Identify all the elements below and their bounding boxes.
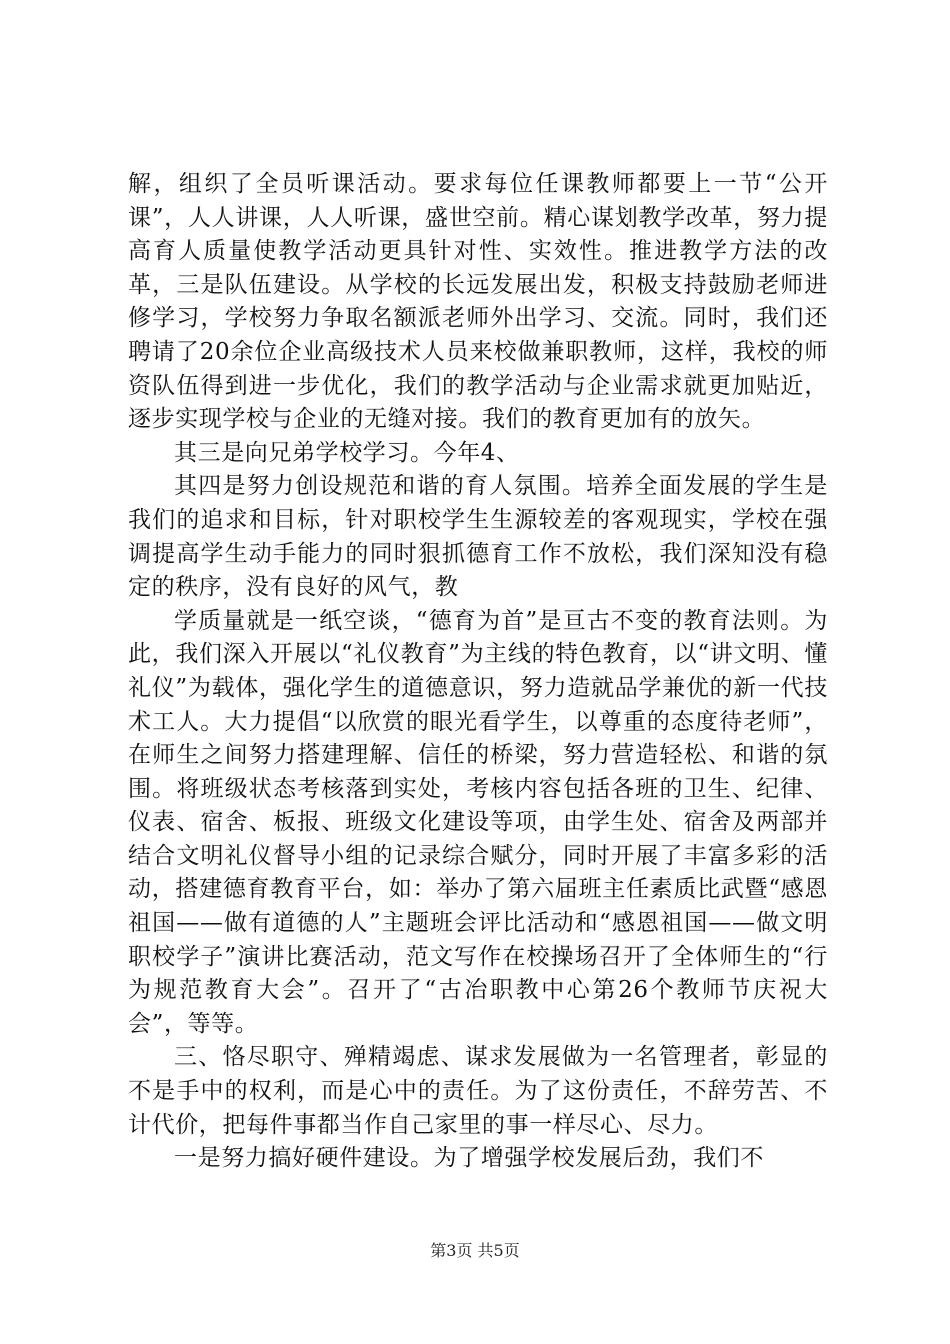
page-number-footer: 第3页 共5页 — [430, 1241, 520, 1260]
paragraph-item-four: 其四是努力创设规范和谐的育人氛围。培养全面发展的学生是我们的追求和目标，针对职校学生生源较差的客观现实，学校在强调提高学生动手能力的同时狠抓德育工作不放松，我们深知没有稳定的秩序，没有良好的风气，教 — [128, 473, 828, 601]
paragraph-section-three: 三、恪尽职守、殚精竭虑、谋求发展做为一名管理者，彰显的不是手中的权利，而是心中的责任。为了这份责任，不辞劳苦、不计代价，把每件事都当作自己家里的事一样尽心、尽力。 — [128, 1044, 828, 1138]
paragraph-hardware: 一是努力搞好硬件建设。为了增强学校发展后劲，我们不 — [174, 1145, 764, 1172]
paragraph-item-three: 其三是向兄弟学校学习。今年4、 — [174, 439, 520, 466]
document-body — [128, 168, 828, 1176]
paragraph-moral-education: 学质量就是一纸空谈，“德育为首”是亘古不变的教育法则。为此，我们深入开展以“礼仪教育”为主线的特色教育，以“讲文明、懂礼仪”为载体，强化学生的道德意识，努力造就品学兼优的新一代技术工人。大力提倡“以欣赏的眼光看学生，以尊重的态度待老师”，在师生之间努力搭建理解、信任的桥梁，努力营造轻松、和谐的氛围。将班级状态考核落到实处，考核内容包括各班的卫生、纪律、仪表、宿舍、板报、班级文化建设等项，由学生处、宿舍及两部并结合文明礼仪督导小组的记录综合赋分，同时开展了丰富多彩的活动，搭建德育教育平台，如：举办了第六届班主任素质比武暨“感恩祖国——做有道德的人”主题班会评比活动和“感恩祖国——做文明职校学子”演讲比赛活动，范文写作在校操场召开了全体师生的“行为规范教育大会”。召开了“古冶职教中心第26个教师节庆祝大会”，等等。 — [128, 607, 828, 1037]
paragraph-continuation: 解，组织了全员听课活动。要求每位任课教师都要上一节“公开课”，人人讲课，人人听课，盛世空前。精心谋划教学改革，努力提高育人质量使教学活动更具针对性、实效性。推进教学方法的改革，三是队伍建设。从学校的长远发展出发，积极支持鼓励老师进修学习，学校努力争取名额派老师外出学习、交流。同时，我们还聘请了20余位企业高级技术人员来校做兼职教师，这样，我校的师资队伍得到进一步优化，我们的教学活动与企业需求就更加贴近，逐步实现学校与企业的无缝对接。我们的教育更加有的放矢。 — [128, 171, 828, 433]
